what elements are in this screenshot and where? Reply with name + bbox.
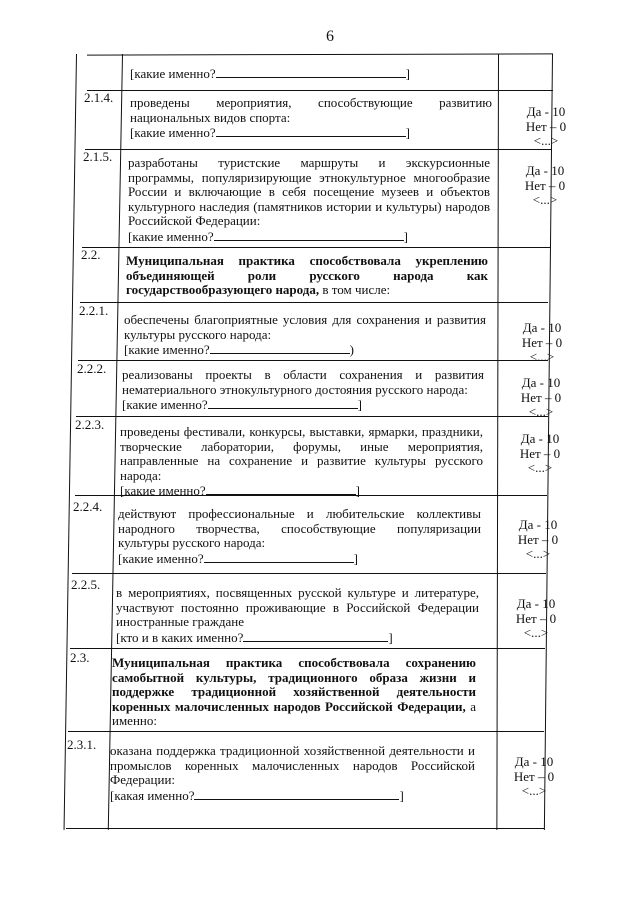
- score-options: Да - 10 Нет – 0 <...>: [515, 596, 557, 640]
- row-divider: [68, 731, 544, 732]
- score-options: Да - 10 Нет – 0 <...>: [525, 104, 567, 148]
- row-text: проведены фестивали, конкурсы, выставки, ярмарки, праздники, творческие лаборатории, форумы, иные мероприятия, направленные на сохранение и развитие культуры русского народа: [какие именно? ]: [120, 424, 483, 498]
- row-divider: [80, 302, 548, 303]
- answer-blank[interactable]: [210, 342, 350, 354]
- row-divider: [76, 416, 548, 417]
- row-text: разработаны туристские маршруты и экскурсионные программы, популяризирующие этнокультурное многообразие России и включающие в себя посещение музеев и объектов культурного наследия (памятников истории и культуры) народов Российской Федерации: [какие именно? ]: [128, 155, 490, 244]
- row-number: 2.1.4.: [84, 90, 114, 105]
- score-options: Да - 10 Нет – 0 <...>: [521, 320, 563, 364]
- answer-blank[interactable]: [194, 788, 399, 800]
- row-text: проведены мероприятия, способствующие развитию национальных видов спорта: [какие именно? ]: [130, 95, 492, 140]
- row-divider: [66, 828, 544, 829]
- score-options: Да - 10 Нет – 0 <...>: [513, 754, 555, 798]
- answer-blank[interactable]: [216, 125, 406, 137]
- page-number: 6: [326, 28, 334, 45]
- row-text: в мероприятиях, посвященных русской культуре и литературе, участвуют постоянно проживающие в Российской Федерации иностранные граждане [кто и в каких именно? ]: [116, 585, 479, 645]
- answer-blank[interactable]: [204, 551, 354, 563]
- answer-blank[interactable]: [208, 397, 358, 409]
- row-number: 2.3.: [70, 650, 90, 665]
- row-divider: [85, 149, 551, 150]
- row-divider: [87, 90, 553, 91]
- score-options: Да - 10 Нет – 0 <...>: [520, 375, 562, 419]
- row-number: 2.2.1.: [79, 303, 109, 318]
- table-border-left: [64, 54, 77, 830]
- answer-blank[interactable]: [216, 66, 406, 78]
- section-heading: Муниципальная практика способствовала сохранению самобытной культуры, традиционного образа жизни и поддержке традиционной хозяйственной деятельности коренных малочисленных народов Российской Федерации, а именно:: [112, 655, 477, 728]
- row-number: 2.2.3.: [75, 417, 105, 432]
- row-text: обеспечены благоприятные условия для сохранения и развития культуры русского народа: [какие именно? ): [124, 312, 486, 357]
- row-number: 2.2.5.: [71, 577, 101, 592]
- row-divider: [72, 573, 546, 574]
- row-number: 2.3.1.: [67, 737, 97, 752]
- row-text: реализованы проекты в области сохранения и развития нематериального этнокультурного достояния русского народа: [какие именно? ]: [122, 367, 484, 412]
- score-options: Да - 10 Нет – 0 <...>: [517, 517, 559, 561]
- row-text: оказана поддержка традиционной хозяйственной деятельности и промыслов коренных малочисленных народов Российской Федерации: [какая именно? ]: [110, 743, 475, 803]
- score-options: Да - 10 Нет – 0 <...>: [524, 163, 566, 207]
- row-number: 2.1.5.: [83, 149, 113, 164]
- row-number: 2.2.4.: [73, 499, 103, 514]
- section-heading: Муниципальная практика способствовала укреплению объединяющей роли русского народа как государствообразующего народа, в том числе:: [126, 253, 488, 297]
- answer-blank[interactable]: [243, 630, 388, 642]
- row-divider: [78, 360, 548, 361]
- row-number: 2.2.2.: [77, 361, 107, 376]
- column-divider-score: [496, 54, 499, 830]
- row-divider: [87, 53, 553, 55]
- row-divider: [82, 247, 550, 248]
- answer-blank[interactable]: [214, 229, 404, 241]
- score-options: Да - 10 Нет – 0 <...>: [519, 431, 561, 475]
- row-text: [какие именно? ]: [130, 66, 410, 81]
- row-number: 2.2.: [81, 247, 101, 262]
- answer-blank[interactable]: [206, 483, 356, 495]
- row-text: действуют профессиональные и любительские коллективы народного творчества, способствующие популяризации культуры русского народа: [какие именно? ]: [118, 506, 481, 566]
- row-divider: [70, 648, 545, 649]
